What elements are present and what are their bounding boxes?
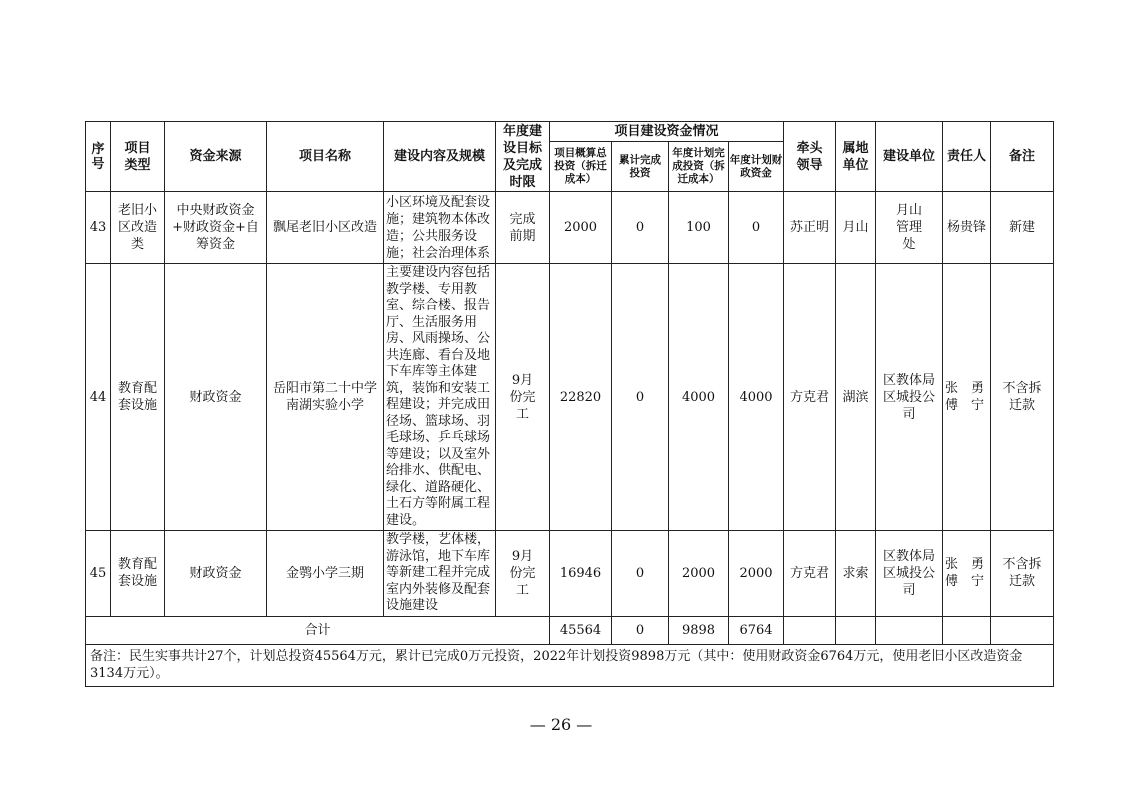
cell-builder: 区教体局区城投公司 — [876, 531, 943, 617]
header-annual-goal: 年度建设目标及完成时限 — [496, 122, 550, 192]
cell-content: 教学楼，艺体楼，游泳馆，地下车库等新建工程并完成室内外装修及配套设施建设 — [384, 531, 496, 617]
cell-responsible: 杨贵锋 — [943, 192, 991, 264]
remark-row — [86, 644, 1054, 686]
page-number: — 26 — — [529, 715, 593, 734]
cell-builder: 区教体局区城投公司 — [876, 264, 943, 531]
cell-cum-invest: 0 — [612, 531, 669, 617]
responsible-person: 傅 宁 — [945, 574, 985, 590]
total-invest: 45564 — [550, 616, 612, 644]
cell-fund-source: 财政资金 — [165, 531, 267, 617]
cell-fund-source: 中央财政资金+财政资金+自筹资金 — [165, 192, 267, 264]
table-row — [86, 264, 1054, 531]
header-seq: 序号 — [86, 122, 111, 192]
header-annual-fiscal: 年度计划财政资金 — [729, 142, 784, 192]
cell-region: 月山 — [836, 192, 876, 264]
cell-note: 新建 — [991, 192, 1054, 264]
cell-annual-fiscal: 4000 — [729, 264, 784, 531]
cell-name: 飘尾老旧小区改造 — [267, 192, 384, 264]
header-funding-group: 项目建设资金情况 — [550, 122, 784, 142]
header-name: 项目名称 — [267, 122, 384, 192]
header-responsible: 责任人 — [943, 122, 991, 192]
cell-total-invest: 2000 — [550, 192, 612, 264]
cell-seq: 45 — [86, 531, 111, 617]
cell-note: 不含拆迁款 — [991, 264, 1054, 531]
cell-annual-goal: 9月份完工 — [496, 264, 550, 531]
cell-annual-goal: 9月份完工 — [496, 531, 550, 617]
table-row — [86, 531, 1054, 617]
cell-annual-goal: 完成前期 — [496, 192, 550, 264]
header-region: 属地单位 — [836, 122, 876, 192]
cell-annual-plan: 100 — [669, 192, 729, 264]
total-row — [86, 616, 1054, 644]
cell-type: 教育配套设施 — [111, 531, 165, 617]
total-cum-invest: 0 — [612, 616, 669, 644]
cell-cum-invest: 0 — [612, 192, 669, 264]
cell-region: 求索 — [836, 531, 876, 617]
cell-total-invest: 22820 — [550, 264, 612, 531]
cell-region: 湖滨 — [836, 264, 876, 531]
cell-responsible — [943, 531, 991, 617]
cell-responsible — [943, 264, 991, 531]
cell-seq: 44 — [86, 264, 111, 531]
cell-lead: 苏正明 — [784, 192, 836, 264]
project-table — [85, 121, 1054, 687]
cell-total-invest: 16946 — [550, 531, 612, 617]
header-annual-plan: 年度计划完成投资（拆迁成本） — [669, 142, 729, 192]
responsible-person: 张 勇 — [945, 381, 985, 396]
cell-annual-fiscal: 0 — [729, 192, 784, 264]
cell-annual-fiscal: 2000 — [729, 531, 784, 617]
cell-name: 金鹗小学三期 — [267, 531, 384, 617]
cell-type: 教育配套设施 — [111, 264, 165, 531]
table-row — [86, 192, 1054, 264]
header-lead: 牵头领导 — [784, 122, 836, 192]
cell-content: 主要建设内容包括教学楼、专用教室、综合楼、报告厅、生活服务用房、风雨操场、公共连廊、看台及地下车库等主体建筑，装饰和安装工程建设；并完成田径场、篮球场、羽毛球场、乒乓球场等建设；以及室外给排水、供配电、绿化、道路硬化、土石方等附属工程建设。 — [384, 264, 496, 531]
header-cum-invest: 累计完成投资 — [612, 142, 669, 192]
total-label: 合计 — [86, 616, 550, 644]
header-builder: 建设单位 — [876, 122, 943, 192]
remark-text: 备注：民生实事共计27个，计划总投资45564万元，累计已完成0万元投资，2022年计划投资9898万元（其中：使用财政资金6764万元，使用老旧小区改造资金3134万元）。 — [86, 644, 1054, 686]
responsible-person: 傅 宁 — [945, 398, 985, 413]
cell-annual-plan: 4000 — [669, 264, 729, 531]
cell-name: 岳阳市第二十中学南湖实验小学 — [267, 264, 384, 531]
cell-annual-plan: 2000 — [669, 531, 729, 617]
cell-content: 小区环境及配套设施；建筑物本体改造；公共服务设施；社会治理体系 — [384, 192, 496, 264]
total-annual-plan: 9898 — [669, 616, 729, 644]
cell-builder: 月山管理处 — [876, 192, 943, 264]
cell-fund-source: 财政资金 — [165, 264, 267, 531]
cell-lead: 方克君 — [784, 531, 836, 617]
header-content: 建设内容及规模 — [384, 122, 496, 192]
cell-lead: 方克君 — [784, 264, 836, 531]
header-fund-source: 资金来源 — [165, 122, 267, 192]
total-annual-fiscal: 6764 — [729, 616, 784, 644]
responsible-person: 张 勇 — [945, 557, 985, 573]
header-type: 项目类型 — [111, 122, 165, 192]
cell-cum-invest: 0 — [612, 264, 669, 531]
header-note: 备注 — [991, 122, 1054, 192]
header-total-invest: 项目概算总投资（拆迁成本） — [550, 142, 612, 192]
cell-seq: 43 — [86, 192, 111, 264]
cell-type: 老旧小区改造类 — [111, 192, 165, 264]
cell-note: 不含拆迁款 — [991, 531, 1054, 617]
